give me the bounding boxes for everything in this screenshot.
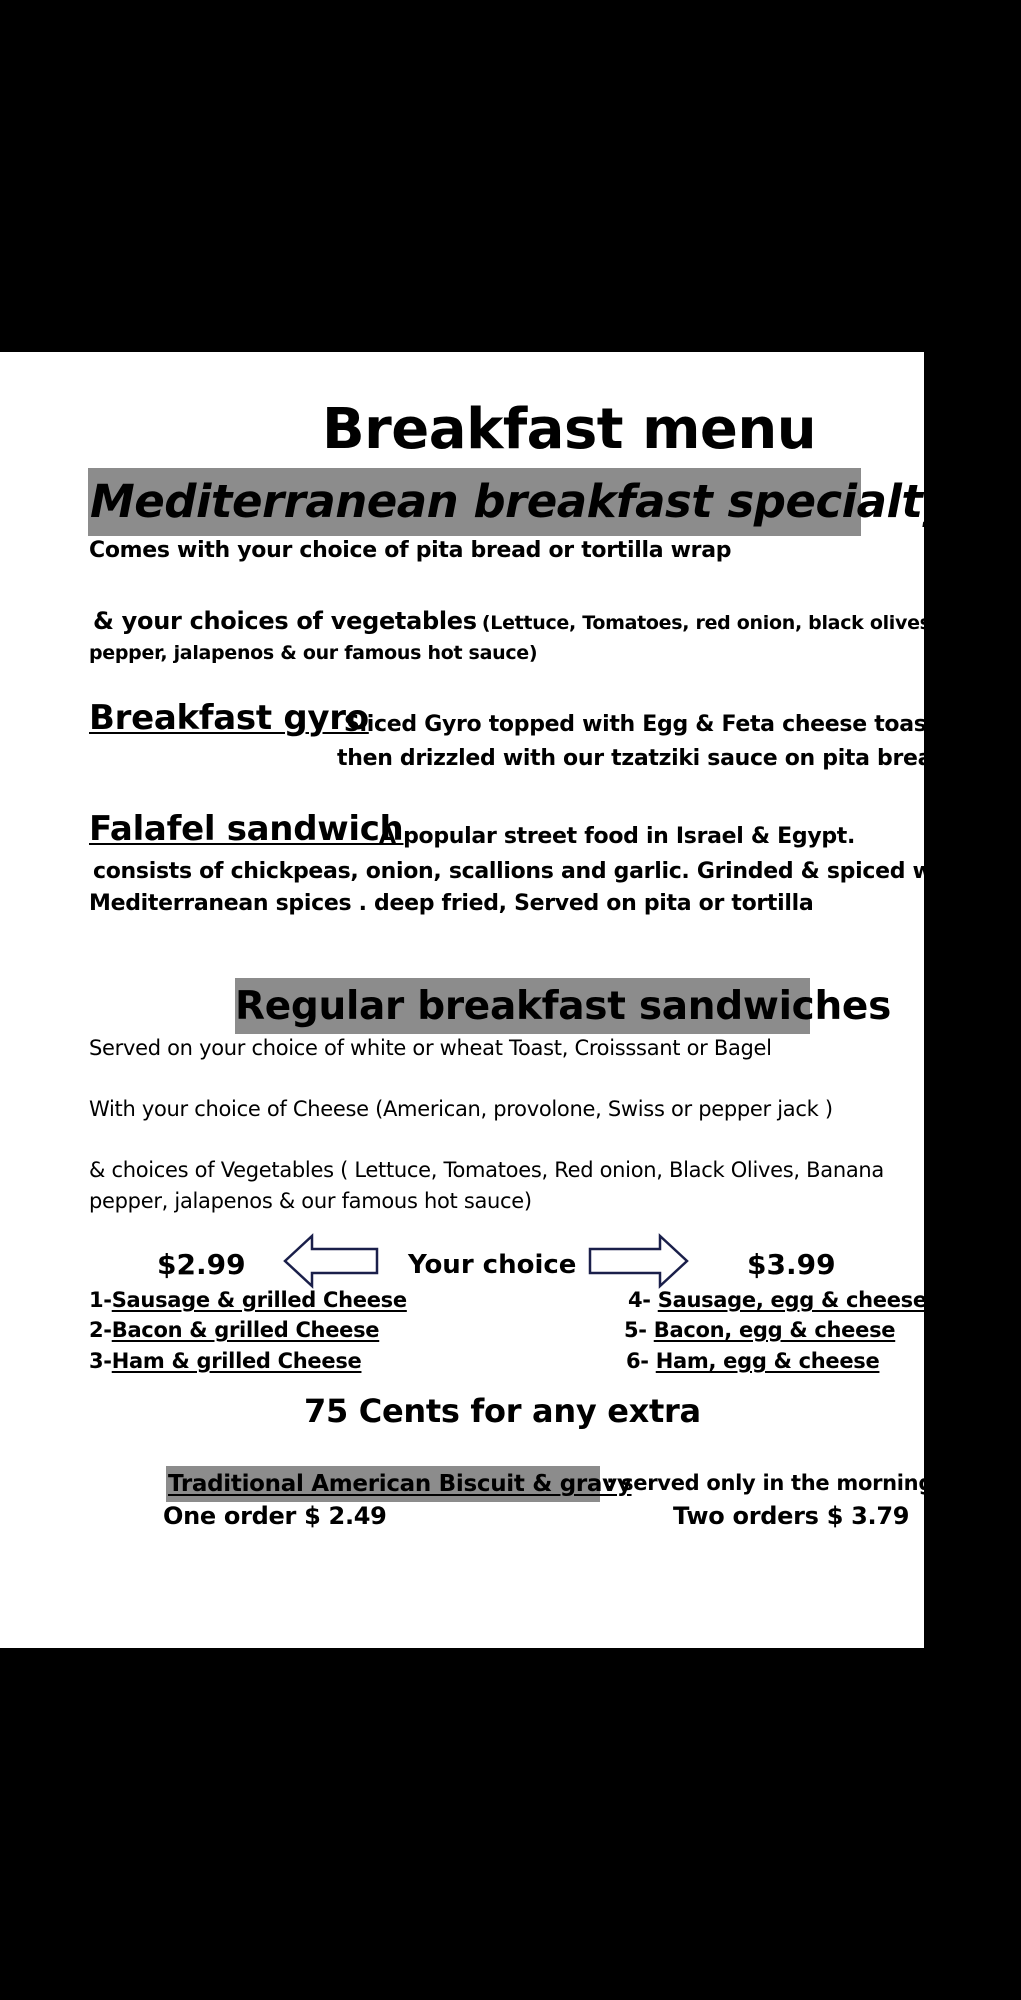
falafel-desc-1: A popular street food in Israel & Egypt. — [379, 824, 856, 849]
item-number: 2- — [89, 1318, 112, 1342]
extra-charge-note: 75 Cents for any extra — [304, 1392, 701, 1430]
mediterranean-veg-line — [93, 607, 1021, 635]
biscuit-note: : served only in the morning — [606, 1471, 934, 1495]
mediterranean-heading-text: Mediterranean breakfast specialty — [90, 475, 952, 528]
falafel-desc-2: consists of chickpeas, onion, scallions and garlic. Grinded & spiced with — [93, 859, 966, 884]
menu-item-6 — [626, 1349, 879, 1373]
item-name: Sausage, egg & cheese — [657, 1288, 927, 1312]
veg-list-1: (Lettuce, Tomatoes, red onion, black olives, banana — [481, 612, 1021, 634]
right-arrow-icon — [588, 1233, 690, 1289]
falafel-name: Falafel sandwich — [89, 809, 404, 849]
menu-item-4 — [628, 1288, 927, 1312]
menu-item-2 — [89, 1318, 379, 1342]
menu-item-5 — [624, 1318, 895, 1342]
item-name: Sausage & grilled Cheese — [111, 1288, 407, 1312]
item-number: 6- — [626, 1349, 656, 1373]
item-name: Bacon, egg & cheese — [653, 1318, 896, 1342]
falafel-desc-3: Mediterranean spices . deep fried, Served on pita or tortilla — [89, 891, 814, 916]
mediterranean-heading — [88, 468, 952, 536]
gyro-name: Breakfast gyro — [89, 698, 369, 738]
veg-lead: & your choices of vegetables — [93, 607, 477, 635]
regular-cheese-line: With your choice of Cheese (American, provolone, Swiss or pepper jack ) — [89, 1097, 833, 1121]
regular-bread-line: Served on your choice of white or wheat Toast, Croisssant or Bagel — [89, 1036, 772, 1060]
item-name: Bacon & grilled Cheese — [111, 1318, 380, 1342]
menu-item-3 — [89, 1349, 361, 1373]
item-number: 5- — [624, 1318, 654, 1342]
your-choice-label: Your choice — [408, 1250, 577, 1280]
item-name: Ham & grilled Cheese — [111, 1349, 362, 1373]
item-name: Ham, egg & cheese — [655, 1349, 880, 1373]
page-title: Breakfast menu — [322, 397, 817, 462]
menu-item-1 — [89, 1288, 407, 1312]
gyro-desc-2: then drizzled with our tzatziki sauce on pita bread — [337, 746, 948, 771]
biscuit-name: Traditional American Biscuit & gravy — [168, 1471, 632, 1497]
biscuit-one-order: One order $ 2.49 — [163, 1502, 387, 1530]
price-left: $2.99 — [157, 1248, 246, 1281]
item-number: 1- — [89, 1288, 112, 1312]
regular-heading: Regular breakfast sandwiches — [235, 978, 810, 1034]
mediterranean-bread-line: Comes with your choice of pita bread or tortilla wrap — [89, 538, 732, 563]
regular-veg-line-1: & choices of Vegetables ( Lettuce, Tomatoes, Red onion, Black Olives, Banana — [89, 1158, 884, 1182]
item-number: 3- — [89, 1349, 112, 1373]
biscuit-heading — [166, 1466, 632, 1502]
price-right: $3.99 — [747, 1248, 836, 1281]
gyro-desc-1: Sliced Gyro topped with Egg & Feta cheese toasted, — [344, 712, 975, 737]
item-number: 4- — [628, 1288, 658, 1312]
menu-page — [0, 352, 1021, 1648]
biscuit-two-orders: Two orders $ 3.79 — [673, 1502, 910, 1530]
regular-veg-line-2: pepper, jalapenos & our famous hot sauce) — [89, 1189, 532, 1213]
veg-list-2: pepper, jalapenos & our famous hot sauce) — [89, 642, 538, 664]
left-arrow-icon — [282, 1233, 380, 1289]
